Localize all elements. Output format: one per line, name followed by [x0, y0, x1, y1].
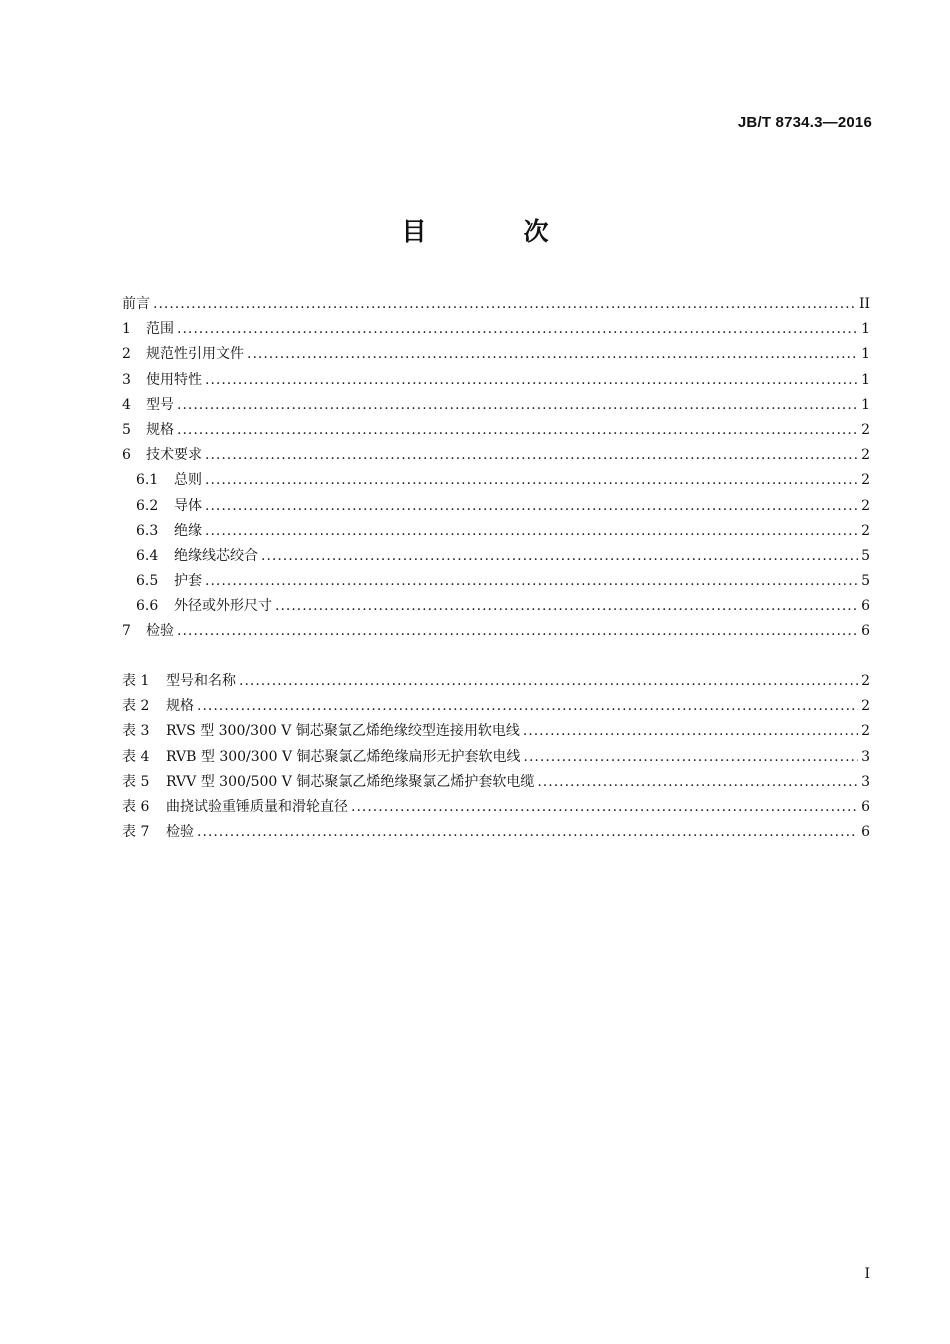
table-number: 表 5 [122, 773, 150, 790]
toc-entry-label: 规格 [146, 421, 174, 438]
toc-entry-page: 2 [861, 497, 870, 514]
toc-entry-page: 2 [861, 421, 870, 438]
toc-entry[interactable] [122, 369, 870, 394]
toc-entry[interactable] [122, 318, 870, 343]
table-label: 规格 [166, 698, 194, 715]
dot-leader [205, 472, 858, 488]
toc-subentry[interactable] [122, 545, 870, 570]
toc-entry-number: 1 [122, 321, 131, 338]
table-page: 2 [861, 723, 870, 740]
toc-entry-page: 1 [861, 321, 870, 338]
toc-entry-number: 6.3 [136, 522, 159, 539]
toc-entry-number: 6.5 [136, 573, 159, 590]
toc-entry-label: 绝缘线芯绞合 [174, 547, 258, 564]
table-page: 6 [861, 824, 870, 841]
toc-entry-label: 型号 [146, 396, 174, 413]
toc-entry-page: 5 [861, 547, 870, 564]
toc-subentry[interactable] [122, 595, 870, 620]
dot-leader [247, 346, 858, 362]
toc-entry-page: 1 [861, 396, 870, 413]
toc-entry-number: 4 [122, 396, 131, 413]
page-title: 目 次 [401, 217, 585, 246]
dot-leader [205, 372, 858, 388]
toc-entry[interactable] [122, 419, 870, 444]
toc-entry[interactable] [122, 343, 870, 368]
toc-sections [122, 293, 870, 646]
dot-leader [197, 698, 858, 714]
toc-entry-number: 6.4 [136, 547, 159, 564]
toc-entry-number: 2 [122, 346, 131, 363]
table-page: 3 [861, 773, 870, 790]
dot-leader [275, 598, 858, 614]
table-page: 3 [861, 748, 870, 765]
dot-leader [205, 498, 858, 514]
table-number: 表 1 [122, 673, 150, 689]
dot-leader [177, 397, 858, 413]
dot-leader [177, 422, 858, 438]
dot-leader [177, 623, 858, 639]
standard-code: JB/T 8734.3—2016 [737, 114, 872, 131]
table-number: 表 2 [122, 698, 150, 715]
toc-entry-label: 范围 [146, 321, 174, 338]
toc-entry-number: 6.2 [136, 497, 159, 514]
toc-entry[interactable] [122, 293, 870, 318]
toc-entry-label: 技术要求 [146, 447, 202, 464]
toc-subentry[interactable] [122, 495, 870, 520]
dot-leader [261, 548, 858, 564]
toc-entry-page: 2 [861, 472, 870, 489]
table-page: 6 [861, 798, 870, 815]
toc-subentry[interactable] [122, 570, 870, 595]
dot-leader [524, 749, 859, 765]
table-number: 表 3 [122, 723, 150, 740]
toc-entry-label: 总则 [174, 472, 202, 489]
table-number: 表 7 [122, 824, 150, 841]
table-number: 表 4 [122, 748, 150, 765]
toc-entry-label: 前言 [122, 296, 150, 312]
toc-subentry[interactable] [122, 469, 870, 494]
toc-entry-label: 导体 [174, 497, 202, 514]
dot-leader [205, 447, 858, 463]
toc-entry-number: 3 [122, 371, 131, 388]
dot-leader [177, 321, 858, 337]
dot-leader [351, 799, 858, 815]
dot-leader [153, 296, 856, 312]
toc-entry-number: 7 [122, 623, 131, 640]
toc-entry-label: 外径或外形尺寸 [174, 598, 272, 615]
table-label: 型号和名称 [166, 673, 236, 689]
toc-tables [122, 670, 870, 846]
table-label: RVV 型 300/500 V 铜芯聚氯乙烯绝缘聚氯乙烯护套软电缆 [166, 773, 535, 790]
table-label: 检验 [166, 824, 194, 841]
table-list-entry[interactable] [122, 771, 870, 796]
table-list-entry[interactable] [122, 670, 870, 695]
toc-entry-label: 绝缘 [174, 522, 202, 539]
dot-leader [197, 824, 858, 840]
dot-leader [523, 723, 858, 739]
toc-entry-label: 规范性引用文件 [146, 346, 244, 363]
dot-leader [537, 774, 858, 790]
toc-entry-label: 护套 [174, 573, 202, 590]
toc-entry-number: 6 [122, 447, 131, 464]
toc-entry-number: 6.6 [136, 598, 159, 615]
toc-entry[interactable] [122, 620, 870, 645]
table-page: 2 [861, 698, 870, 715]
toc-entry-page: 1 [861, 346, 870, 363]
toc-entry-page: 2 [861, 447, 870, 464]
table-page: 2 [861, 673, 870, 689]
toc-entry-number: 5 [122, 421, 131, 438]
dot-leader [239, 673, 858, 689]
dot-leader [205, 523, 858, 539]
table-list-entry[interactable] [122, 796, 870, 821]
toc-entry-page: II [858, 296, 870, 312]
page-number: I [864, 1266, 870, 1282]
toc-entry-page: 6 [861, 598, 870, 615]
toc-entry-page: 5 [861, 573, 870, 590]
toc-entry-label: 使用特性 [146, 371, 202, 388]
toc-entry-label: 检验 [146, 623, 174, 640]
table-list-entry[interactable] [122, 821, 870, 846]
toc-subentry[interactable] [122, 520, 870, 545]
table-label: RVS 型 300/300 V 铜芯聚氯乙烯绝缘绞型连接用软电线 [166, 723, 520, 740]
table-list-entry[interactable] [122, 720, 870, 745]
toc-entry-number: 6.1 [136, 472, 159, 489]
table-number: 表 6 [122, 798, 150, 815]
dot-leader [205, 573, 858, 589]
table-label: 曲挠试验重锤质量和滑轮直径 [166, 798, 348, 815]
table-label: RVB 型 300/300 V 铜芯聚氯乙烯绝缘扁形无护套软电线 [166, 748, 521, 765]
toc-entry[interactable] [122, 444, 870, 469]
toc-entry-page: 2 [861, 522, 870, 539]
table-list-entry[interactable] [122, 746, 870, 771]
toc-entry-page: 1 [861, 371, 870, 388]
toc-entry[interactable] [122, 394, 870, 419]
toc-entry-page: 6 [861, 623, 870, 640]
table-list-entry[interactable] [122, 695, 870, 720]
